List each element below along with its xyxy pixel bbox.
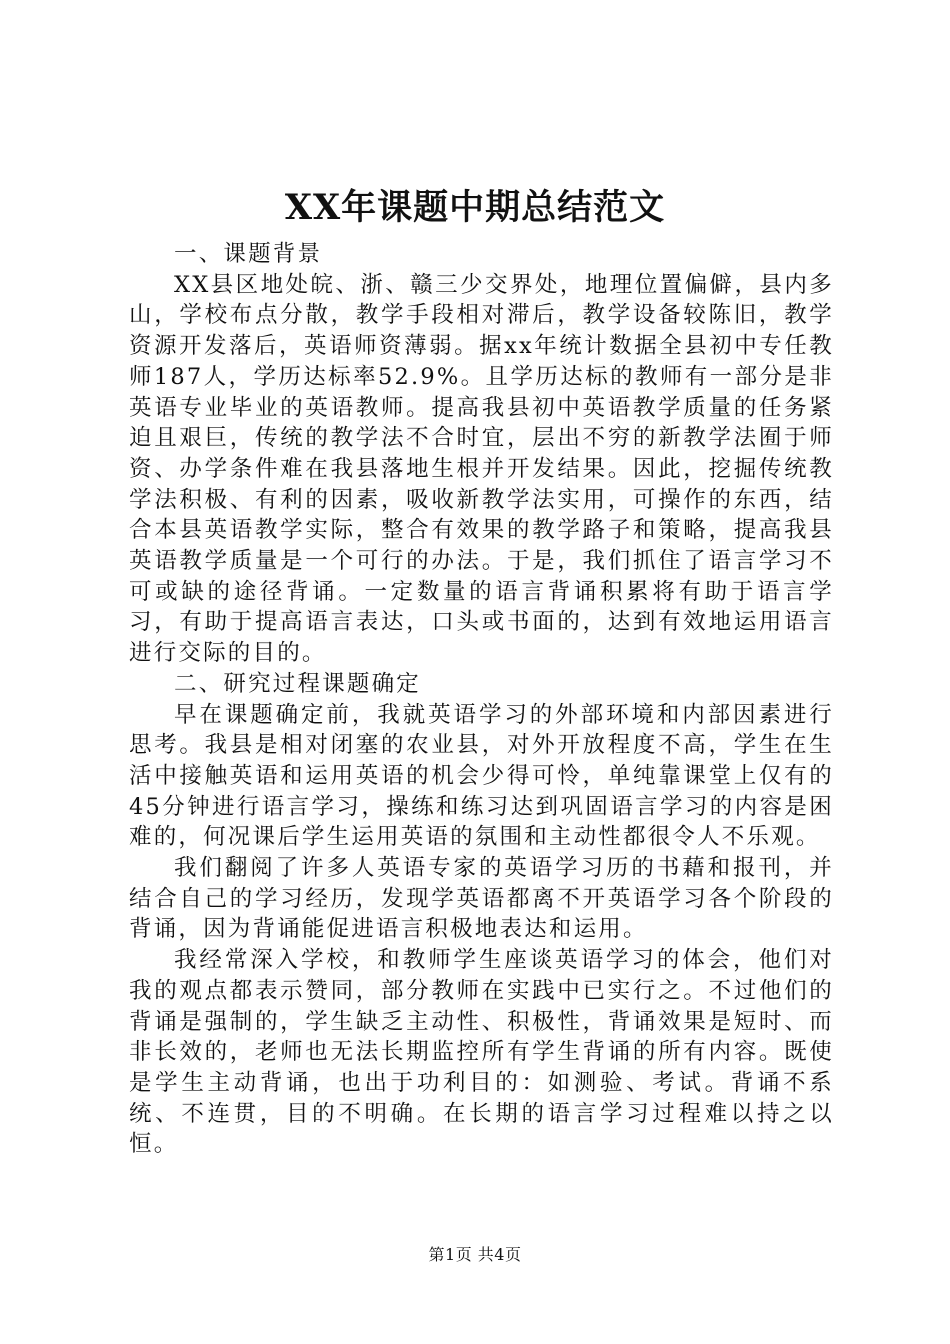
document-body [129,239,834,1160]
paragraph-research-2: 我们翻阅了许多人英语专家的英语学习历的书藉和报刊，并结合自己的学习经历，发现学英语都离不开英语学习各个阶段的背诵，因为背诵能促进语言积极地表达和运用。 [129,855,834,943]
document-title: XX年课题中期总结范文 [284,187,666,228]
section-heading-research-process: 二、研究过程课题确定 [174,670,422,697]
page-footer: 第1页 共4页 [428,1245,522,1264]
paragraph-research-1: 早在课题确定前，我就英语学习的外部环境和内部因素进行思考。我县是相对闭塞的农业县，对外开放程度不高，学生在生活中接触英语和运用英语的机会少得可怜，单纯靠课堂上仅有的45分钟进行语言学习，操练和练习达到巩固语言学习的内容是困难的，何况课后学生运用英语的氛围和主动性都很令人不乐观。 [129,701,834,851]
paragraph-research-3: 我经常深入学校，和教师学生座谈英语学习的体会，他们对我的观点都表示赞同，部分教师在实践中已实行之。不过他们的背诵是强制的，学生缺乏主动性、积极性，背诵效果是短时、而非长效的，老师也无法长期监控所有学生背诵的所有内容。既使是学生主动背诵，也出于功利目的：如测验、考试。背诵不系统、不连贯，目的不明确。在长期的语言学习过程难以持之以恒。 [129,947,834,1158]
paragraph-background: XX县区地处皖、浙、赣三少交界处，地理位置偏僻，县内多山，学校布点分散，教学手段相对滞后，教学设备较陈旧，教学资源开发落后，英语师资薄弱。据xx年统计数据全县初中专任教师187人，学历达标率52.9%。且学历达标的教师有一部分是非英语专业毕业的英语教师。提高我县初中英语教学质量的任务紧迫且艰巨，传统的教学法不合时宜，层出不穷的新教学法囿于师资、办学条件难在我县落地生根并开发结果。因此，挖掘传统教学法积极、有利的因素，吸收新教学法实用，可操作的东西，结合本县英语教学实际，整合有效果的教学路子和策略，提高我县英语教学质量是一个可行的办法。于是，我们抓住了语言学习不可或缺的途径背诵。一定数量的语言背诵积累将有助于语言学习，有助于提高语言表达，口头或书面的，达到有效地运用语言进行交际的目的。 [129,271,834,667]
section-heading-background: 一、课题背景 [174,241,323,267]
